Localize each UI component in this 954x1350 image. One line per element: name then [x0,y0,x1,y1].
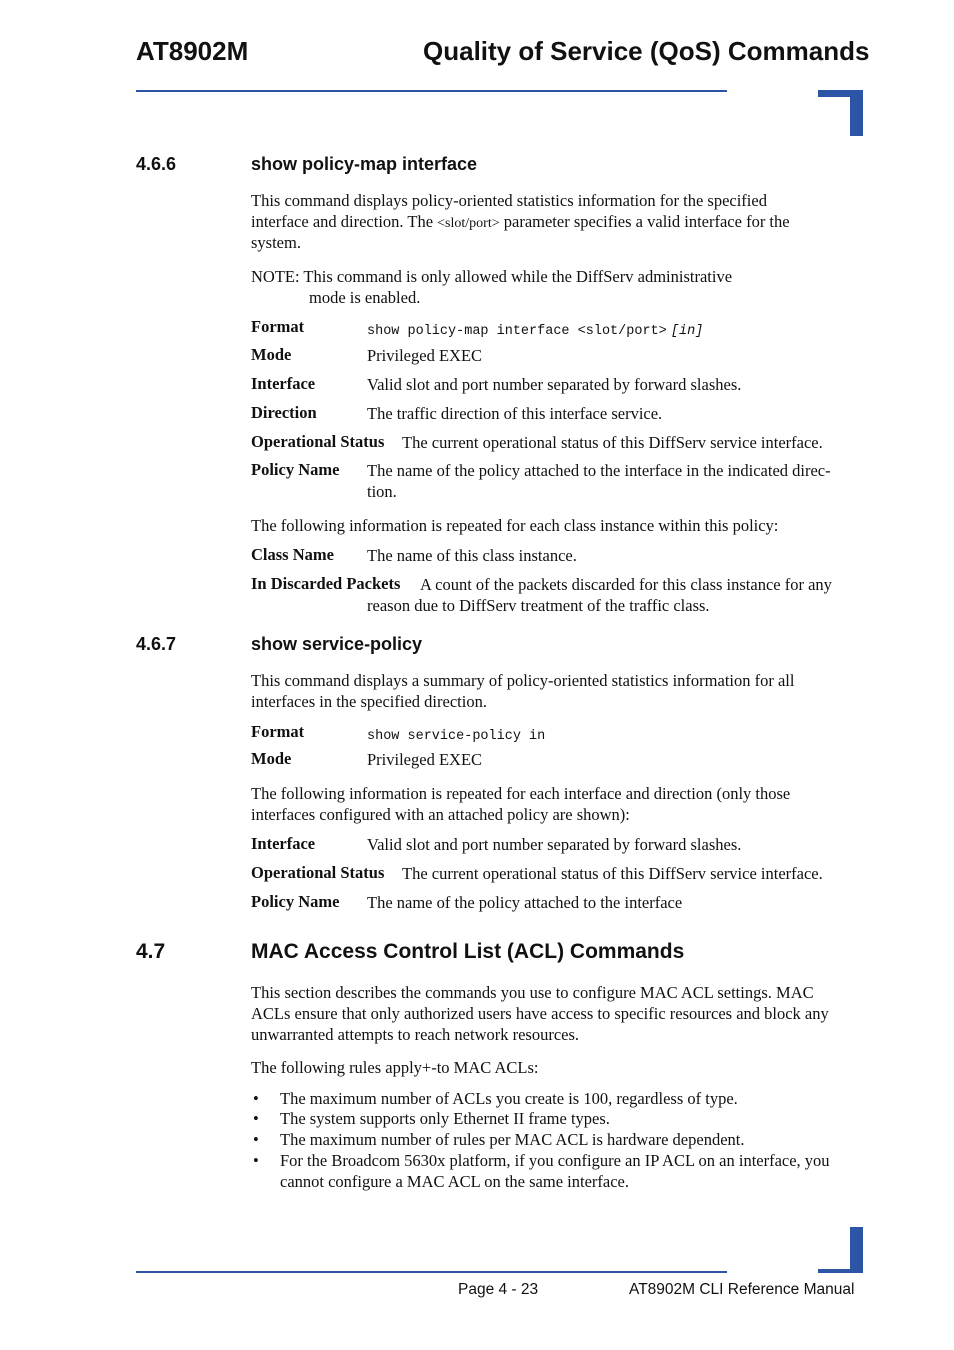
opstatus-label: Operational Status [251,432,385,451]
text: parameter specifies a valid interface for the [503,212,790,231]
section-number: 4.6.6 [136,154,177,174]
paragraph: The following rules apply+-to MAC ACLs: [251,1058,539,1077]
policyname-value-cont: tion. [367,482,397,501]
paragraph: interfaces in the specified direction. [251,692,487,711]
note: NOTE: This command is only allowed while the DiffServ administrative [251,267,733,286]
format-command [367,318,703,342]
section-number: 4.6.7 [136,634,177,654]
opstatus-value: The current operational status of this DiffServ service interface. [402,864,823,883]
command-option: [in] [670,324,704,339]
format-label: Format [251,317,305,336]
paragraph: unwarranted attempts to reach network resources. [251,1025,580,1044]
bullet-marker: • [253,1151,259,1170]
bullet-marker: • [253,1089,259,1108]
corner-mark-side [850,90,863,136]
paragraph: This command displays a summary of policy-oriented statistics information for all [251,671,795,690]
discarded-value: A count of the packets discarded for this class instance for any [420,575,832,594]
footer-corner-mark [850,1227,863,1273]
interface-value: Valid slot and port number separated by forward slashes. [367,835,742,854]
text: interface and direction. The [251,212,434,231]
header-rule [136,90,727,92]
list-item: The maximum number of ACLs you create is 100, regardless of type. [280,1089,738,1108]
interface-label: Interface [251,834,316,853]
interface-label: Interface [251,374,316,393]
policyname-value: The name of the policy attached to the interface [367,893,683,912]
paragraph: This section describes the commands you use to configure MAC ACL settings. MAC [251,983,814,1002]
page-number: Page 4 - 23 [458,1281,539,1298]
policyname-label: Policy Name [251,460,340,479]
paragraph: interfaces configured with an attached policy are shown): [251,805,630,824]
section-number: 4.7 [136,940,166,963]
direction-label: Direction [251,403,317,422]
list-item-cont: cannot configure a MAC ACL on the same interface. [280,1172,629,1191]
footer-rule [136,1271,727,1273]
note-cont: mode is enabled. [309,288,421,307]
bullet-marker: • [253,1109,259,1128]
format-label: Format [251,722,305,741]
paragraph: The following information is repeated for each interface and direction (only those [251,784,791,803]
direction-value: The traffic direction of this interface service. [367,404,663,423]
discarded-value-cont: reason due to DiffServ treatment of the traffic class. [367,596,710,615]
interface-value: Valid slot and port number separated by forward slashes. [367,375,742,394]
param-slot-port: <slot/port> [437,216,500,231]
mode-value: Privileged EXEC [367,750,483,769]
paragraph: The following information is repeated for each class instance within this policy: [251,516,779,535]
opstatus-label: Operational Status [251,863,385,882]
section-title: show service-policy [251,634,423,654]
paragraph: system. [251,233,301,252]
header-chapter: Quality of Service (QoS) Commands [423,36,870,66]
manual-title: AT8902M CLI Reference Manual [629,1281,855,1298]
list-item: The system supports only Ethernet II frame types. [280,1109,610,1128]
mode-label: Mode [251,345,292,364]
footer-corner-mark-bottom [818,1269,863,1273]
mode-value: Privileged EXEC [367,346,483,365]
paragraph: ACLs ensure that only authorized users have access to specific resources and block any [251,1004,829,1023]
paragraph [251,211,866,234]
policyname-value: The name of the policy attached to the interface in the indicated direc- [367,461,831,480]
header-product: AT8902M [136,36,249,66]
discarded-label: In Discarded Packets [251,574,401,593]
opstatus-value: The current operational status of this DiffServ service interface. [402,433,823,452]
command-text: show policy-map interface <slot/port> [367,324,667,339]
section-title: MAC Access Control List (ACL) Commands [251,940,685,963]
list-item: The maximum number of rules per MAC ACL is hardware dependent. [280,1130,745,1149]
paragraph: This command displays policy-oriented statistics information for the specified [251,191,767,210]
command-text: show service-policy in [367,729,546,744]
section-title: show policy-map interface [251,154,478,174]
list-item: For the Broadcom 5630x platform, if you configure an IP ACL on an interface, you [280,1151,830,1170]
format-command [367,723,545,747]
bullet-marker: • [253,1130,259,1149]
policyname-label: Policy Name [251,892,340,911]
mode-label: Mode [251,749,292,768]
classname-value: The name of this class instance. [367,546,577,565]
classname-label: Class Name [251,545,334,564]
